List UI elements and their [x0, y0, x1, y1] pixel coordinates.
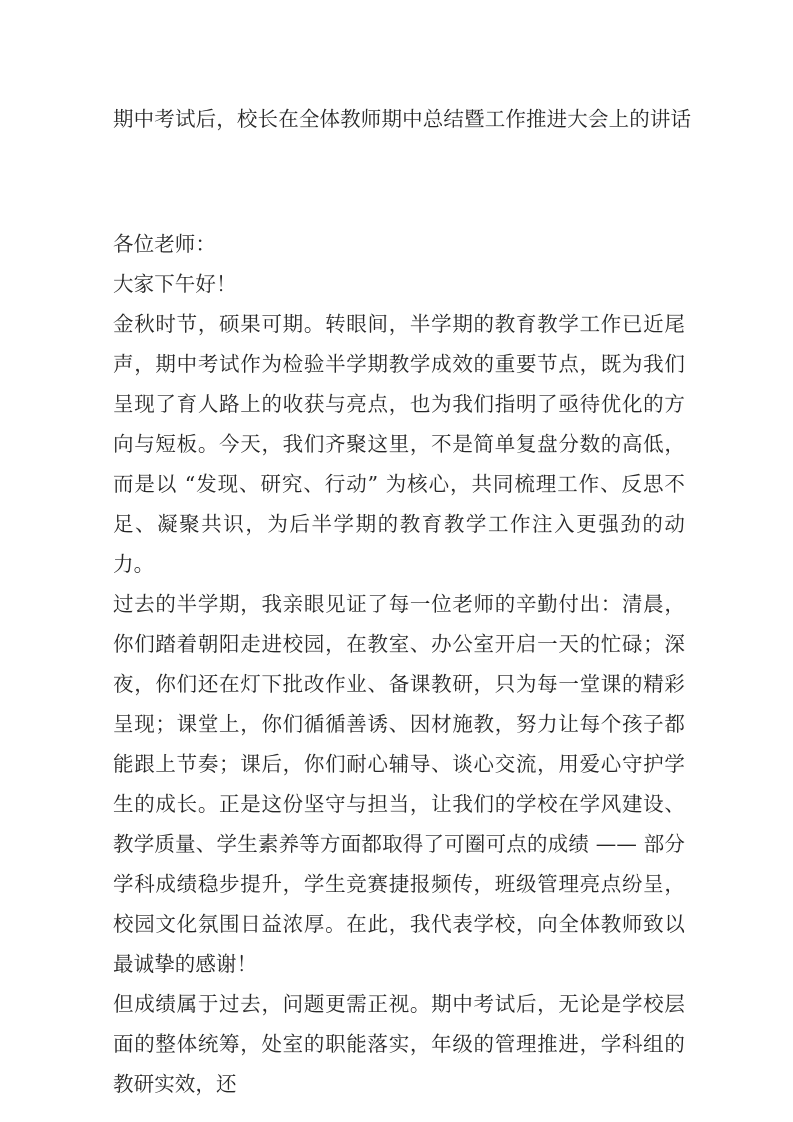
greeting-line: 大家下午好！ — [113, 272, 237, 296]
title-body-spacer — [113, 139, 685, 224]
salutation-line: 各位老师： — [113, 232, 216, 256]
body-paragraph-3: 但成绩属于过去，问题更需正视。期中考试后，无论是学校层面的整体统筹，处室的职能落实，年级的管理推进，学科组的教研实效，还 — [113, 992, 685, 1096]
document-title: 期中考试后，校长在全体教师期中总结暨工作推进大会上的讲话 — [113, 107, 692, 131]
body-paragraph-1: 金秋时节，硕果可期。转眼间，半学期的教育教学工作已近尾声，期中考试作为检验半学期教学成效的重要节点，既为我们呈现了育人路上的收获与亮点，也为我们指明了亟待优化的方向与短板。今天，我们齐聚这里，不是简单复盘分数的高低，而是以 “发现、研究、行动” 为核心，共同梳理工作、反思不足、凝聚共识，为后半学期的教育教学工作注入更强劲的动力。 — [113, 312, 685, 576]
body-paragraph-2: 过去的半学期，我亲眼见证了每一位老师的辛勤付出：清晨，你们踏着朝阳走进校园，在教室、办公室开启一天的忙碌；深夜，你们还在灯下批改作业、备课教研，只为每一堂课的精彩呈现；课堂上，你们循循善诱、因材施教，努力让每个孩子都能跟上节奏；课后，你们耐心辅导、谈心交流，用爱心守护学生的成长。正是这份坚守与担当，让我们的学校在学风建设、教学质量、学生素养等方面都取得了可圈可点的成绩 —— 部分学科成绩稳步提升，学生竞赛捷报频传，班级管理亮点纷呈，校园文化氛围日益浓厚。在此，我代表学校，向全体教师致以最诚挚的感谢！ — [113, 592, 685, 976]
document-body — [113, 99, 692, 1104]
